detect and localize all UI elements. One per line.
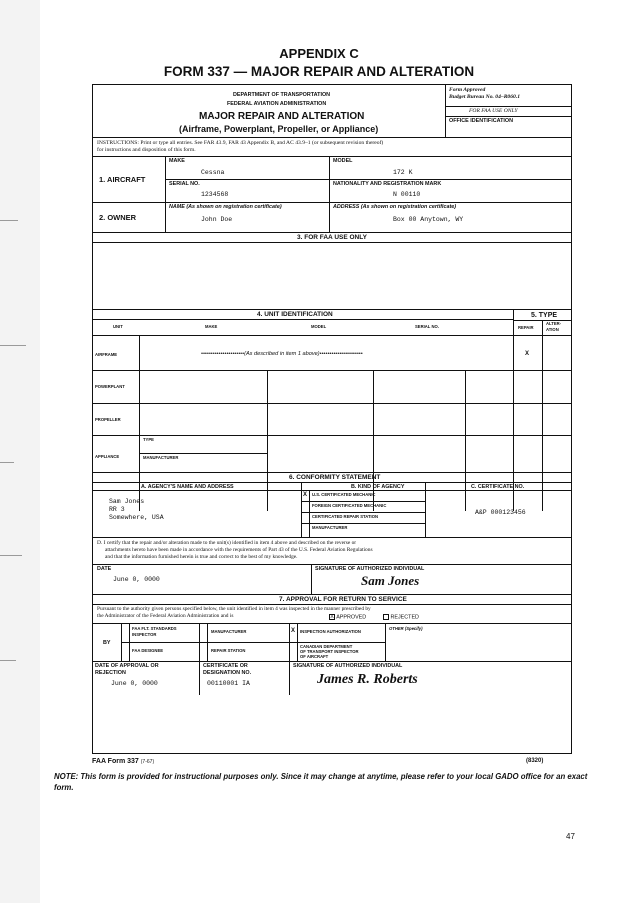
- airframe-note: ••••••••••••••••••••••(As described in item 1 above)••••••••••••••••••••••: [201, 351, 363, 357]
- form-code: (8320): [526, 758, 544, 764]
- conformity-date-label: DATE: [97, 566, 112, 572]
- other-option: OTHER (Specify): [389, 626, 423, 631]
- certification-line-1: D. I certify that the repair and/or alteration made to the unit(s) identified in item 4 above and described on the reverse or: [97, 540, 357, 546]
- col-alteration-header-1: ALTER-: [546, 321, 562, 326]
- certificate-no-header: C. CERTIFICATE NO.: [471, 484, 525, 490]
- kind-us-mechanic: U.S. CERTIFICATED MECHANIC: [312, 492, 376, 497]
- budget-bureau-label: Budget Bureau No. 04–R060.1: [449, 94, 521, 100]
- kind-of-agency-header: B. KIND OF AGENCY: [351, 484, 405, 490]
- row-appliance-label: APPLIANCE: [95, 454, 120, 459]
- appendix-heading: APPENDIX C: [279, 46, 359, 61]
- agency-address-line-1: RR 3: [109, 506, 125, 513]
- certification-line-2: attachments hereto have been made in accordance with the requirements of Part 43 of the U.S. Federal Aviation Regulations: [105, 547, 373, 553]
- make-value: Cessna: [201, 169, 225, 176]
- owner-name-label: NAME (As shown on registration certificate): [169, 204, 282, 210]
- approved-option: X APPROVED: [330, 614, 367, 621]
- certificate-label-1: CERTIFICATE OR: [203, 663, 248, 669]
- conformity-signature-label: SIGNATURE OF AUTHORIZED INDIVIDUAL: [315, 566, 425, 572]
- agency-address-line-2: Somewhere, USA: [109, 514, 164, 521]
- rejected-option: REJECTED: [383, 614, 419, 621]
- agency-label: FEDERAL AVIATION ADMINISTRATION: [227, 101, 327, 107]
- certificate-value: 00110001 IA: [207, 680, 250, 687]
- certification-line-3: and that the information furnished herein is true and correct to the best of my knowledge.: [105, 554, 298, 560]
- form-heading: FORM 337 — MAJOR REPAIR AND ALTERATION: [163, 64, 475, 79]
- form-id: FAA Form 337 (7-67): [92, 758, 155, 765]
- conformity-section-label: 6. CONFORMITY STATEMENT: [289, 474, 381, 481]
- nationality-label: NATIONALITY AND REGISTRATION MARK: [333, 181, 442, 187]
- col-repair-header: REPAIR: [518, 325, 534, 330]
- by-label: BY: [103, 640, 111, 646]
- row-airframe-label: AIRFRAME: [95, 352, 118, 357]
- model-value: 172 K: [393, 169, 413, 176]
- airframe-repair-mark: X: [525, 351, 530, 357]
- approval-label: Form Approved: [449, 87, 486, 93]
- instructions-line-2: for instructions and disposition of this form.: [97, 147, 196, 153]
- model-label: MODEL: [333, 158, 353, 164]
- col-serial-header: SERIAL NO.: [415, 324, 439, 329]
- certificate-label-2: DESIGNATION NO.: [203, 670, 252, 676]
- repair-station-option: REPAIR STATION: [211, 648, 246, 653]
- owner-address-label: ADDRESS (As shown on registration certificate): [333, 204, 457, 210]
- col-unit-header: UNIT: [113, 324, 123, 329]
- serial-value: 1234568: [201, 191, 229, 198]
- aircraft-section-label: 1. AIRCRAFT: [99, 175, 146, 184]
- page-number: 47: [566, 832, 575, 841]
- nationality-value: N 00110: [393, 191, 421, 198]
- approval-signature-label: SIGNATURE OF AUTHORIZED INDIVIDUAL: [293, 663, 403, 669]
- instructional-note: NOTE: This form is provided for instructional purposes only. Since it may change at anytime, please refer to your local GADO office for an exact form.: [54, 772, 588, 792]
- faa-designee-option: FAA DESIGNEE: [132, 648, 164, 653]
- owner-section-label: 2. OWNER: [99, 213, 137, 222]
- appliance-type-label: TYPE: [143, 437, 154, 442]
- faa-flight-standards-option: FAA FLT. STANDARDS: [132, 626, 177, 631]
- manufacturer-option: MANUFACTURER: [211, 629, 247, 634]
- appliance-manufacturer-label: MANUFACTURER: [143, 455, 179, 460]
- row-powerplant-label: POWERPLANT: [95, 384, 125, 389]
- conformity-date-value: June 0, 0000: [113, 576, 160, 583]
- owner-name-value: John Doe: [201, 216, 233, 223]
- kind-repair-station: CERTIFICATED REPAIR STATION: [312, 514, 378, 519]
- approval-date-value: June 0, 0000: [111, 680, 158, 687]
- approval-signature: James R. Roberts: [317, 672, 418, 687]
- make-label: MAKE: [169, 158, 185, 164]
- faa-inspector-option: INSPECTOR: [132, 632, 157, 637]
- scan-edge-strip: [0, 0, 40, 903]
- conformity-signature: Sam Jones: [361, 573, 420, 588]
- form-subtitle: (Airframe, Powerplant, Propeller, or Appliance): [179, 124, 379, 134]
- transport-inspector-option: OF TRANSPORT INSPECTOR: [300, 649, 359, 654]
- agency-name-header: A. AGENCY'S NAME AND ADDRESS: [141, 484, 234, 490]
- department-label: DEPARTMENT OF TRANSPORTATION: [233, 92, 331, 98]
- approval-date-label-1: DATE OF APPROVAL OR: [95, 663, 159, 669]
- inspection-authorization-option: INSPECTION AUTHORIZATION: [300, 629, 361, 634]
- canadian-department-option: CANADIAN DEPARTMENT: [300, 644, 353, 649]
- owner-address-value: Box 00 Anytown, WY: [393, 216, 464, 223]
- certificate-no-value: A&P 000123456: [475, 509, 526, 516]
- faa-use-only-label: FOR FAA USE ONLY: [469, 108, 518, 114]
- row-propeller-label: PROPELLER: [95, 417, 121, 422]
- instructions-line-1: INSTRUCTIONS: Print or type all entries. See FAR 43.9, FAR 43 Appendix B, and AC 43.9–1 (or subsequent revision thereof): [97, 140, 384, 146]
- form-337: [92, 84, 572, 754]
- col-model-header: MODEL: [311, 324, 327, 329]
- kind-foreign-mechanic: FOREIGN CERTIFICATED MECHANIC: [312, 503, 387, 508]
- serial-label: SERIAL NO.: [169, 181, 200, 187]
- of-aircraft-option: OF AIRCRAFT: [300, 654, 329, 659]
- type-section-label: 5. TYPE: [531, 312, 558, 319]
- col-alteration-header-2: ATION: [546, 327, 559, 332]
- approval-section-label: 7. APPROVAL FOR RETURN TO SERVICE: [279, 596, 407, 603]
- inspection-authorization-mark: X: [291, 628, 296, 634]
- unit-identification-section-label: 4. UNIT IDENTIFICATION: [257, 311, 333, 318]
- faa-use-section-label: 3. FOR FAA USE ONLY: [297, 234, 367, 241]
- agency-name-value: Sam Jones: [109, 498, 145, 505]
- form-title: MAJOR REPAIR AND ALTERATION: [199, 111, 365, 122]
- us-mechanic-mark: X: [303, 492, 308, 498]
- approval-date-label-2: REJECTION: [95, 670, 126, 676]
- approval-text-line-1: Pursuant to the authority given persons specified below, the unit identified in item 4 was inspected in the manner prescribed by: [97, 606, 371, 612]
- approval-text-line-2: the Administrator of the Federal Aviation Administration and is: [97, 613, 234, 619]
- office-identification-label: OFFICE IDENTIFICATION: [449, 118, 513, 124]
- col-make-header: MAKE: [205, 324, 218, 329]
- kind-manufacturer: MANUFACTURER: [312, 525, 348, 530]
